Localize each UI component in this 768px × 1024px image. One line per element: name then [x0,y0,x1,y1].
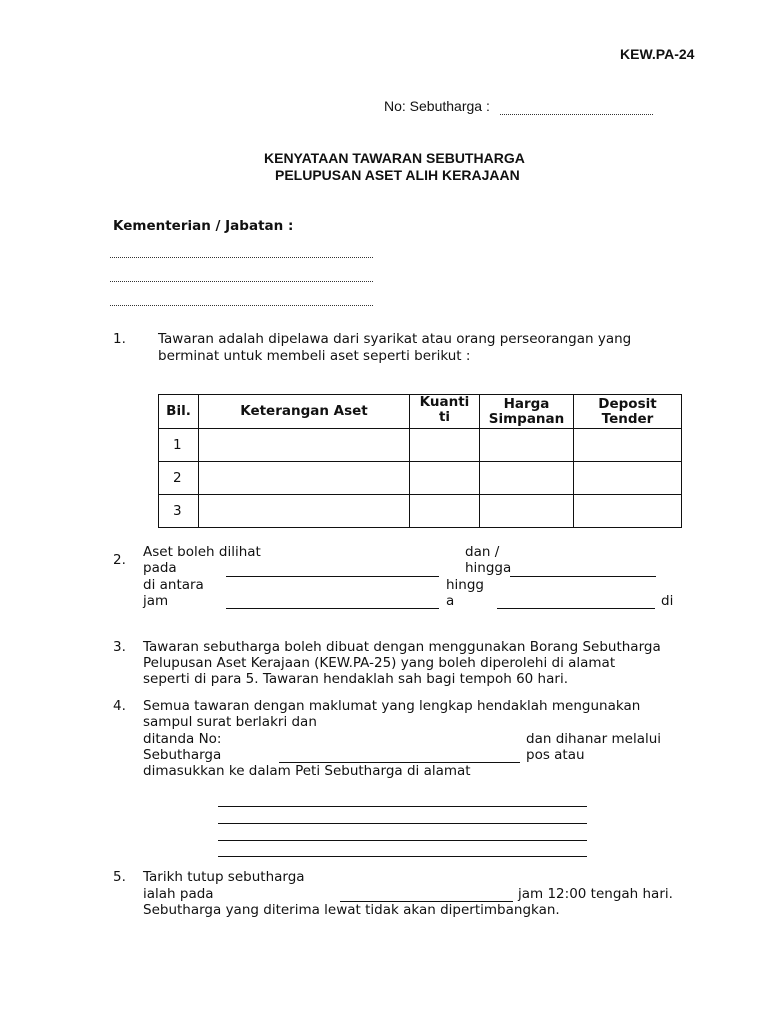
cell[interactable] [574,495,682,528]
quotation-number-label: No: Sebutharga : [384,98,490,114]
time-to-field[interactable] [497,608,655,609]
item-2-text-b: pada [143,560,177,576]
header-keterangan: Keterangan Aset [199,395,410,429]
cell[interactable] [199,495,410,528]
form-code: KEW.PA-24 [620,46,695,62]
item-1-number: 1. [113,331,126,347]
item-4-line-3: ditanda No: [143,731,222,747]
item-4-number: 4. [113,698,126,714]
item-4-line-5: dimasukkan ke dalam Peti Sebutharga di alamat [143,763,471,779]
header-harga [480,395,574,429]
cell[interactable] [480,495,574,528]
ministry-field-3[interactable] [110,305,373,306]
header-harga-l2: Simpanan [488,410,565,427]
item-2-text-e: dan / [465,544,500,560]
quotation-number-field[interactable] [500,114,653,115]
row-number: 3 [159,495,199,528]
table-row [159,462,682,495]
cell[interactable] [410,429,480,462]
title-line-1: KENYATAAN TAWARAN SEBUTHARGA [264,150,525,166]
item-1-line-1: Tawaran adalah dipelawa dari syarikat atau orang perseorangan yang [158,331,632,347]
ministry-field-1[interactable] [110,257,373,258]
item-5-line-2-right: jam 12:00 tengah hari. [518,886,673,902]
ministry-label: Kementerian / Jabatan : [113,218,294,234]
header-deposit [574,395,682,429]
item-1-line-2: berminat untuk membeli aset seperti berikut : [158,348,471,364]
item-2-text-c: di antara [143,577,204,593]
date-to-field[interactable] [510,576,656,577]
item-4-line-2: sampul surat berlakri dan [143,714,317,730]
table-row [159,429,682,462]
header-deposit-l2: Tender [601,410,654,427]
table-row [159,495,682,528]
date-from-field[interactable] [226,576,439,577]
time-from-field[interactable] [226,608,439,609]
item-3-line-2: Pelupusan Aset Kerajaan (KEW.PA-25) yang boleh diperolehi di alamat [143,655,616,671]
header-kuantiti [410,395,480,429]
item-5-line-2: ialah pada [143,886,214,902]
asset-table [158,394,682,528]
cell[interactable] [574,429,682,462]
item-2-text-a: Aset boleh dilihat [143,544,261,560]
address-line-2[interactable] [218,823,587,824]
item-4-line-4: Sebutharga [143,747,222,763]
item-2-text-f: hingga [465,560,512,576]
item-4-right-1: dan dihanar melalui [526,731,662,747]
address-line-3[interactable] [218,840,587,841]
cell[interactable] [199,462,410,495]
cell[interactable] [574,462,682,495]
header-kuantiti-l1: Kuanti [419,394,470,410]
item-5-number: 5. [113,869,126,885]
address-line-4[interactable] [218,856,587,857]
item-3-line-1: Tawaran sebutharga boleh dibuat dengan menggunakan Borang Sebutharga [143,639,661,655]
address-line-1[interactable] [218,806,587,807]
quotation-no-field[interactable] [279,762,520,763]
table-header-row [159,395,682,429]
cell[interactable] [480,462,574,495]
item-2-text-i: di [661,593,674,609]
title-line-2: PELUPUSAN ASET ALIH KERAJAAN [275,167,520,183]
header-harga-l1: Harga [503,395,550,412]
cell[interactable] [480,429,574,462]
ministry-field-2[interactable] [110,281,373,282]
header-bil: Bil. [159,395,199,429]
item-3-line-3: seperti di para 5. Tawaran hendaklah sah bagi tempoh 60 hari. [143,671,568,687]
item-5-line-3: Sebutharga yang diterima lewat tidak akan dipertimbangkan. [143,902,560,918]
cell[interactable] [199,429,410,462]
cell[interactable] [410,495,480,528]
item-2-text-g: hingg [446,577,485,593]
item-5-line-1: Tarikh tutup sebutharga [143,869,305,885]
item-3-number: 3. [113,639,126,655]
item-4-right-2: pos atau [526,747,585,763]
item-4-line-1: Semua tawaran dengan maklumat yang lengkap hendaklah mengunakan [143,698,641,714]
item-2-number: 2. [113,552,126,568]
header-kuantiti-l2: ti [438,409,451,425]
item-2-text-h: a [446,593,455,609]
row-number: 1 [159,429,199,462]
header-deposit-l1: Deposit [598,395,657,412]
cell[interactable] [410,462,480,495]
item-2-text-d: jam [143,593,169,609]
row-number: 2 [159,462,199,495]
